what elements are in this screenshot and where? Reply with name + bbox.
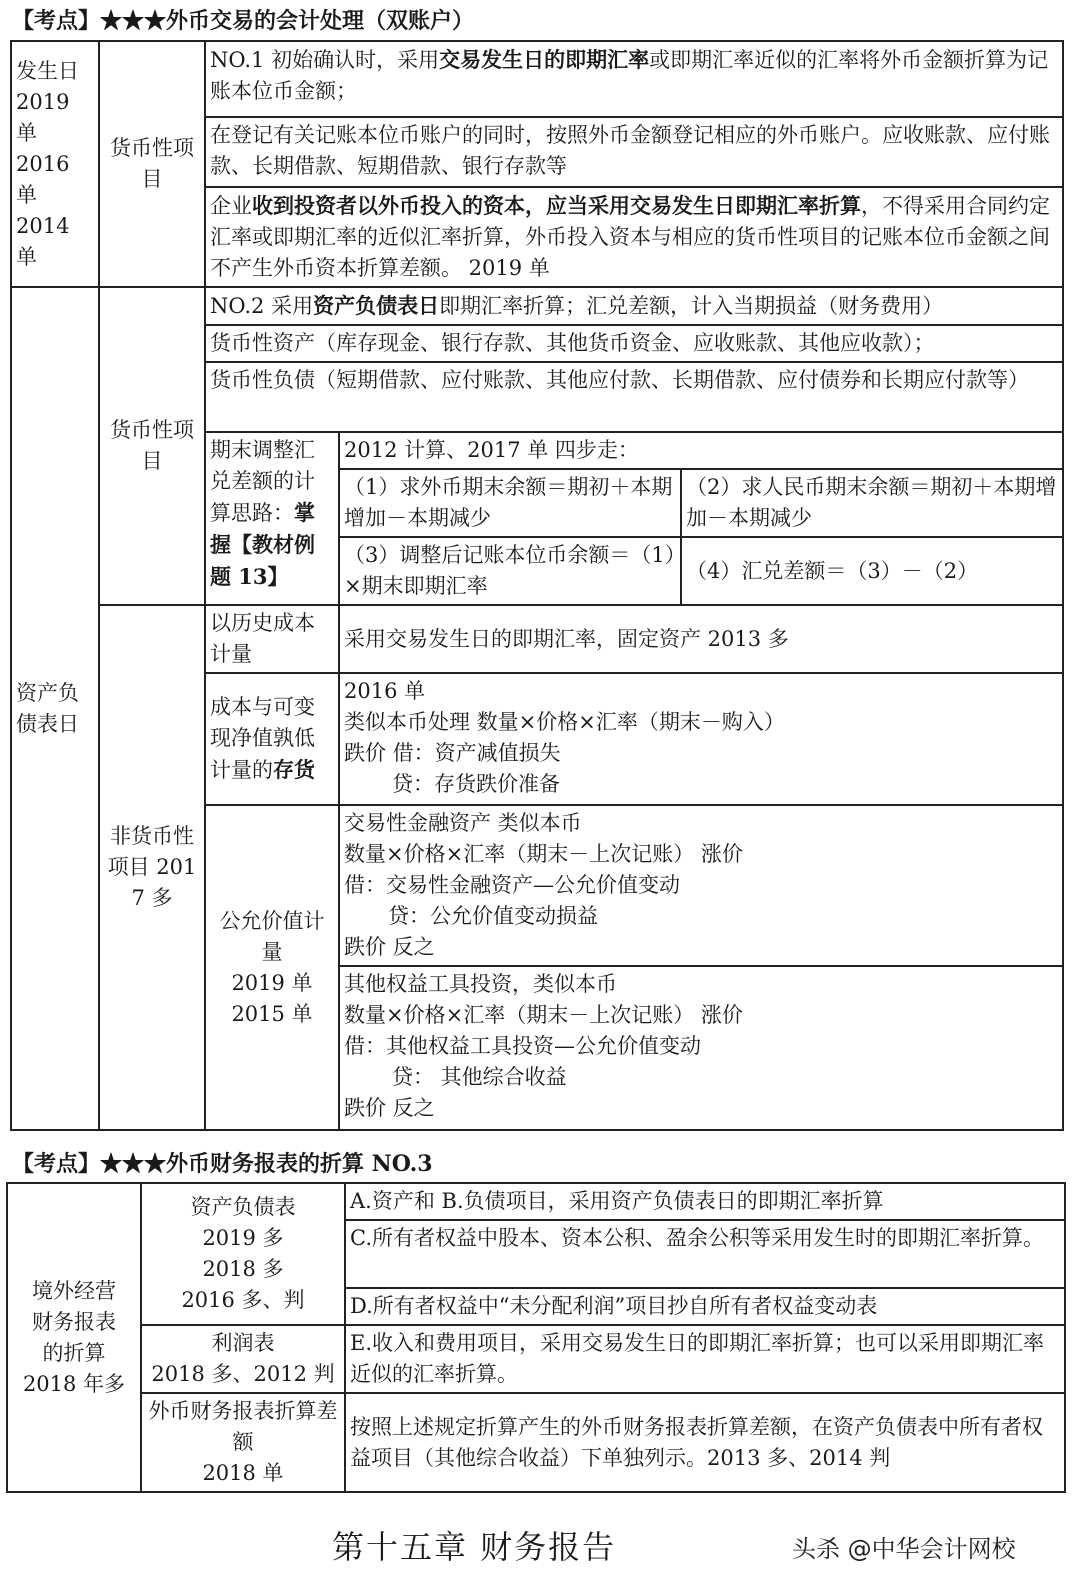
occurrence-date-label: 发生日 2019 单 2016 单 2014 单 bbox=[11, 41, 99, 287]
step-4: （4）汇兑差额＝（3）－（2） bbox=[681, 537, 1063, 605]
income-statement-label: 利润表 2018 多、2012 判 bbox=[141, 1325, 345, 1393]
foreign-account-row: 在登记有关记账本位币账户的同时，按照外币金额登记相应的外币账户。应收账款、应付账款、长期借款、短期借款、银行存款等 bbox=[205, 117, 1063, 187]
adjustment-method-label: 期末调整汇兑差额的计算思路：掌握【教材例题 13】 bbox=[205, 432, 339, 605]
monetary-assets-row: 货币性资产（库存现金、银行存款、其他货币资金、应收账款、其他应收款）； bbox=[205, 325, 1063, 362]
investor-capital-row: 企业收到投资者以外币投入的资本，应当采用交易发生日即期汇率折算，不得采用合同约定汇率或即期汇率的近似汇率折算，外币投入资本与相应的货币性项目的记账本位币金额之间不产生外币资本折算差额。 2019 单 bbox=[205, 187, 1063, 287]
item-e: E.收入和费用项目，采用交易发生日的即期汇率折算；也可以采用即期汇率近似的汇率折算。 bbox=[345, 1325, 1065, 1393]
inventory-content: 2016 单 类似本币处理 数量×价格×汇率（期末－购入） 跌价 借：资产减值损失 贷：存货跌价准备 bbox=[339, 673, 1063, 805]
source-watermark-brand: 头杀 @中华会计网校 bbox=[792, 1535, 1016, 1563]
inventory-label: 成本与可变现净值孰低计量的存货 bbox=[205, 673, 339, 805]
fx-transaction-table bbox=[10, 40, 1064, 1131]
historical-cost-label: 以历史成本计量 bbox=[205, 605, 339, 673]
translation-difference-label: 外币财务报表折算差额 2018 单 bbox=[141, 1393, 345, 1492]
item-a-b: A.资产和 B.负债项目，采用资产负债表日的即期汇率折算 bbox=[345, 1183, 1065, 1220]
step-2: （2）求人民币期末余额＝期初＋本期增加－本期减少 bbox=[681, 469, 1063, 537]
monetary-items-label: 货币性项目 bbox=[99, 41, 205, 287]
overseas-operations-label: 境外经营 财务报表 的折算 2018 年多 bbox=[7, 1183, 141, 1492]
other-equity-investment-content: 其他权益工具投资，类似本币 数量×价格×汇率（期末－上次记账） 涨价 借：其他权益工具投资—公允价值变动 贷： 其他综合收益 跌价 反之 bbox=[339, 966, 1063, 1130]
no2-row: NO.2 采用资产负债表日即期汇率折算；汇兑差额，计入当期损益（财务费用） bbox=[205, 287, 1063, 325]
step-1: （1）求外币期末余额＝期初＋本期增加－本期减少 bbox=[339, 469, 681, 537]
section1-heading: 【考点】★★★外币交易的会计处理（双账户） bbox=[12, 8, 475, 34]
section2-heading: 【考点】★★★外币财务报表的折算 NO.3 bbox=[12, 1151, 433, 1177]
trading-financial-asset-content: 交易性金融资产 类似本币 数量×价格×汇率（期末－上次记账） 涨价 借：交易性金融资产—公允价值变动 贷：公允价值变动损益 跌价 反之 bbox=[339, 805, 1063, 966]
fx-statement-translation-table bbox=[6, 1182, 1066, 1493]
monetary-liabilities-row: 货币性负债（短期借款、应付账款、其他应付款、长期借款、应付债券和长期应付款等） bbox=[205, 362, 1063, 432]
historical-cost-content: 采用交易发生日的即期汇率，固定资产 2013 多 bbox=[339, 605, 1063, 673]
item-c: C.所有者权益中股本、资本公积、盈余公积等采用发生时的即期汇率折算。 bbox=[345, 1220, 1065, 1288]
translation-difference-content: 按照上述规定折算产生的外币财务报表折算差额，在资产负债表中所有者权益项目（其他综合收益）下单独列示。2013 多、2014 判 bbox=[345, 1393, 1065, 1492]
four-steps-header: 2012 计算、2017 单 四步走： bbox=[339, 432, 1063, 469]
step-3: （3）调整后记账本位币余额＝（1）×期末即期汇率 bbox=[339, 537, 681, 605]
monetary-items-label-2: 货币性项目 bbox=[99, 287, 205, 605]
balance-sheet-label: 资产负债表 2019 多 2018 多 2016 多、判 bbox=[141, 1183, 345, 1325]
balance-sheet-date-label: 资产负债表日 bbox=[11, 287, 99, 1130]
initial-recognition-row: NO.1 初始确认时，采用交易发生日的即期汇率或即期汇率近似的汇率将外币金额折算为记账本位币金额； bbox=[205, 41, 1063, 117]
fair-value-label: 公允价值计量 2019 单 2015 单 bbox=[205, 805, 339, 1130]
non-monetary-items-label: 非货币性项目 2017 多 bbox=[99, 605, 205, 1130]
chapter-title: 第十五章 财务报告 bbox=[332, 1528, 617, 1566]
item-d: D.所有者权益中“未分配利润”项目抄自所有者权益变动表 bbox=[345, 1288, 1065, 1325]
